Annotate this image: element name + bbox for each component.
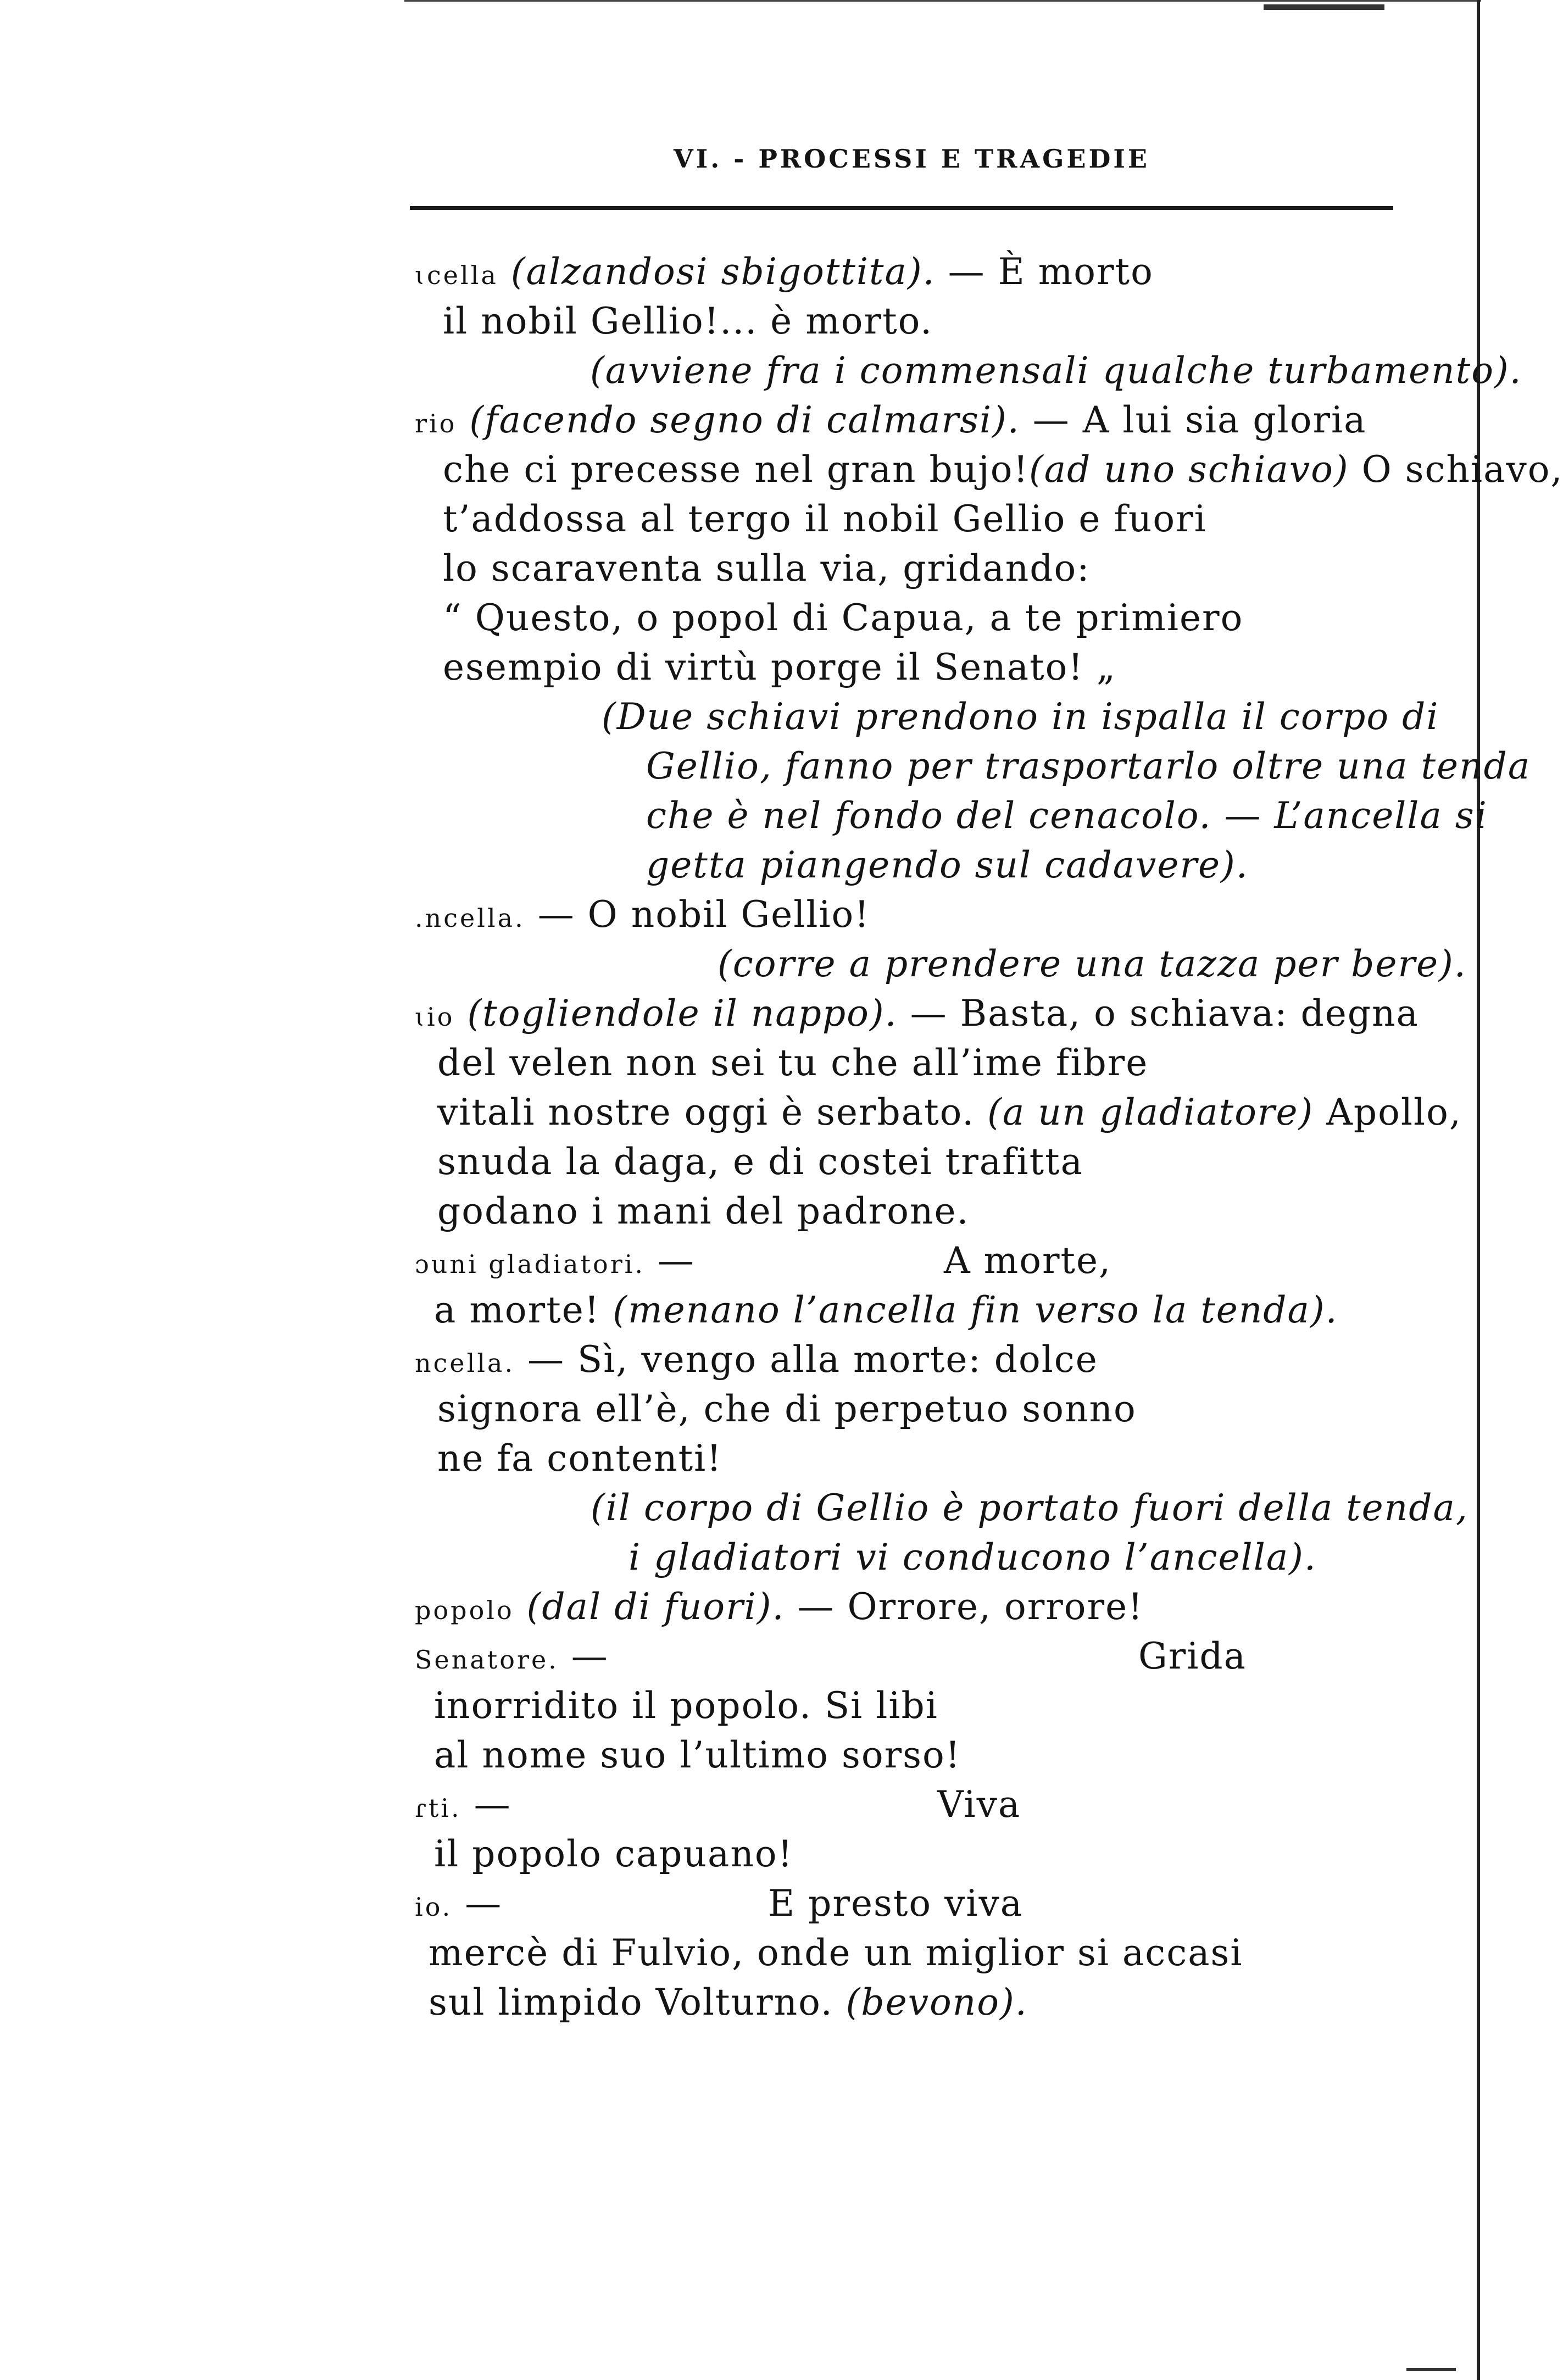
stage-direction: (Due schiavi prendono in ispalla il corpo di [602,696,1439,738]
speaker-name: ncella. [415,1348,515,1378]
stage-direction: (alzandosi sbigottita). [510,251,936,293]
stage-direction: (ad uno schiavo) [1028,448,1349,491]
verse-line [437,1041,1148,1085]
verse-line [443,596,1243,640]
stage-direction: (togliendole il nappo). [467,992,898,1035]
verse-line [434,1832,793,1876]
verse-line [429,1981,1028,2025]
speech-line [415,250,1154,297]
running-header: VI. - PROCESSI E TRAGEDIE [674,144,1150,174]
stage-direction-line [590,349,1522,393]
ink-speck [1406,2368,1456,2371]
dialogue-text: che ci precesse nel gran bujo! [443,448,1029,491]
dialogue-text: esempio di virtù porge il Senato! „ [443,646,1117,688]
stage-direction: (corre a prendere una tazza per bere). [717,943,1467,985]
dialogue-text: signora ell’è, che di perpetuo sonno [437,1388,1137,1430]
stage-direction: (il corpo di Gellio è portato fuori della tenda, [591,1487,1469,1529]
verse-line [443,646,1116,689]
page-top-edge [404,0,1481,2]
stage-direction-line [591,1486,1469,1530]
verse-line [768,1882,1023,1926]
stage-direction-line [646,843,1249,887]
stage-direction: (a un gladiatore) [975,1091,1314,1133]
verse-line [944,1239,1111,1283]
verse-line [1138,1634,1247,1678]
dialogue-text: inorridito il popolo. Si libi [434,1684,938,1727]
stage-direction: (facendo segno di calmarsi). [469,399,1020,441]
dialogue-text: — A lui sia gloria [1020,399,1367,441]
verse-line [437,1189,970,1233]
stage-direction: (menano l’ancella fin verso la tenda). [600,1289,1338,1331]
stage-direction-line [602,695,1439,739]
dialogue-text: lo scaraventa sulla via, gridando: [443,547,1091,590]
dialogue-text: vitali nostre oggi è serbato. [437,1091,975,1133]
stage-direction: i gladiatori vi conducono l’ancella). [628,1536,1317,1578]
dialogue-text: del velen non sei tu che all’ime fibre [437,1042,1149,1084]
dialogue-text: — [452,1882,503,1925]
verse-line [443,547,1090,591]
stage-direction: getta piangendo sul cadavere). [646,844,1249,886]
stage-direction-line [646,744,1531,788]
stage-direction: che è nel fondo del cenacolo. — L’ancella si [646,794,1488,837]
verse-line [937,1783,1021,1827]
ink-speck [1264,4,1384,10]
speaker-name: rio [415,409,457,438]
verse-line [443,448,1563,492]
dialogue-text: ne fa contenti! [437,1437,722,1480]
verse-line [434,1288,1338,1332]
speech-line [415,1338,1098,1385]
dialogue-text: a morte! [434,1289,600,1331]
speaker-name: .ncella. [415,903,525,933]
stage-direction: (avviene fra i commensali qualche turbamento). [590,349,1522,392]
speech-line [415,398,1366,446]
speaker-name: popolo [415,1595,514,1625]
dialogue-text: — Basta, o schiava: degna [897,992,1419,1035]
dialogue-text: snuda la daga, e di costei trafitta [437,1141,1084,1183]
dialogue-text: — [558,1635,609,1677]
speaker-name: io. [415,1892,453,1922]
speaker-name: ɾti. [415,1793,461,1823]
speech-line [415,992,1419,1039]
dialogue-text: Grida [1138,1635,1247,1677]
verse-line [443,497,1207,541]
speech-line [415,1239,695,1286]
speaker-name: ɔuni gladiatori. [415,1249,646,1279]
dialogue-text: Apollo, [1314,1091,1462,1133]
dialogue-text: — È morto [935,251,1154,293]
verse-line [437,1387,1137,1431]
dialogue-text: — Sì, vengo alla morte: dolce [515,1338,1098,1381]
dialogue-text: il popolo capuano! [434,1833,794,1875]
dialogue-text: godano i mani del padrone. [437,1190,970,1232]
speaker-name: ɩcella [415,260,498,290]
speech-line [415,1783,511,1830]
dialogue-text: — [645,1239,696,1282]
verse-line [429,1931,1243,1975]
dialogue-text: Viva [937,1783,1021,1826]
dialogue-text: A morte, [944,1239,1112,1282]
verse-line [434,1733,961,1777]
dialogue-text: al nome suo l’ultimo sorso! [434,1734,961,1776]
verse-line [434,1684,938,1728]
stage-direction-line [646,794,1488,838]
stage-direction: (bevono). [833,1981,1028,2023]
verse-line [443,299,933,343]
verse-line [437,1437,722,1481]
stage-direction: (dal di fuori). [514,1586,785,1628]
stage-direction: Gellio, fanno per trasportarlo oltre una tenda [646,745,1531,787]
dialogue-text: “ Questo, o popol di Capua, a te primiero [443,597,1244,639]
dialogue-text: mercè di Fulvio, onde un miglior si accasi [429,1932,1243,1974]
speech-line [415,1634,609,1682]
dialogue-text: — Orrore, orrore! [785,1586,1144,1628]
verse-line [437,1140,1083,1184]
speaker-name: ɩio [415,1002,455,1032]
stage-direction-line [628,1536,1317,1580]
speaker-name: Senatore. [415,1645,559,1675]
header-rule [410,206,1393,210]
stage-direction-line [717,942,1467,986]
dialogue-text: sul limpido Volturno. [429,1981,833,2023]
verse-line [437,1091,1462,1135]
dialogue-text: — [461,1783,511,1826]
dialogue-text: t’addossa al tergo il nobil Gellio e fuori [443,498,1207,540]
dialogue-text: il nobil Gellio!... è morto. [443,300,933,342]
speech-line [415,1585,1144,1632]
speech-line [415,893,870,940]
dialogue-text: — O nobil Gellio! [525,893,870,936]
speech-line [415,1882,502,1929]
dialogue-text: O schiavo, [1349,448,1563,491]
dialogue-text: E presto viva [768,1882,1024,1925]
